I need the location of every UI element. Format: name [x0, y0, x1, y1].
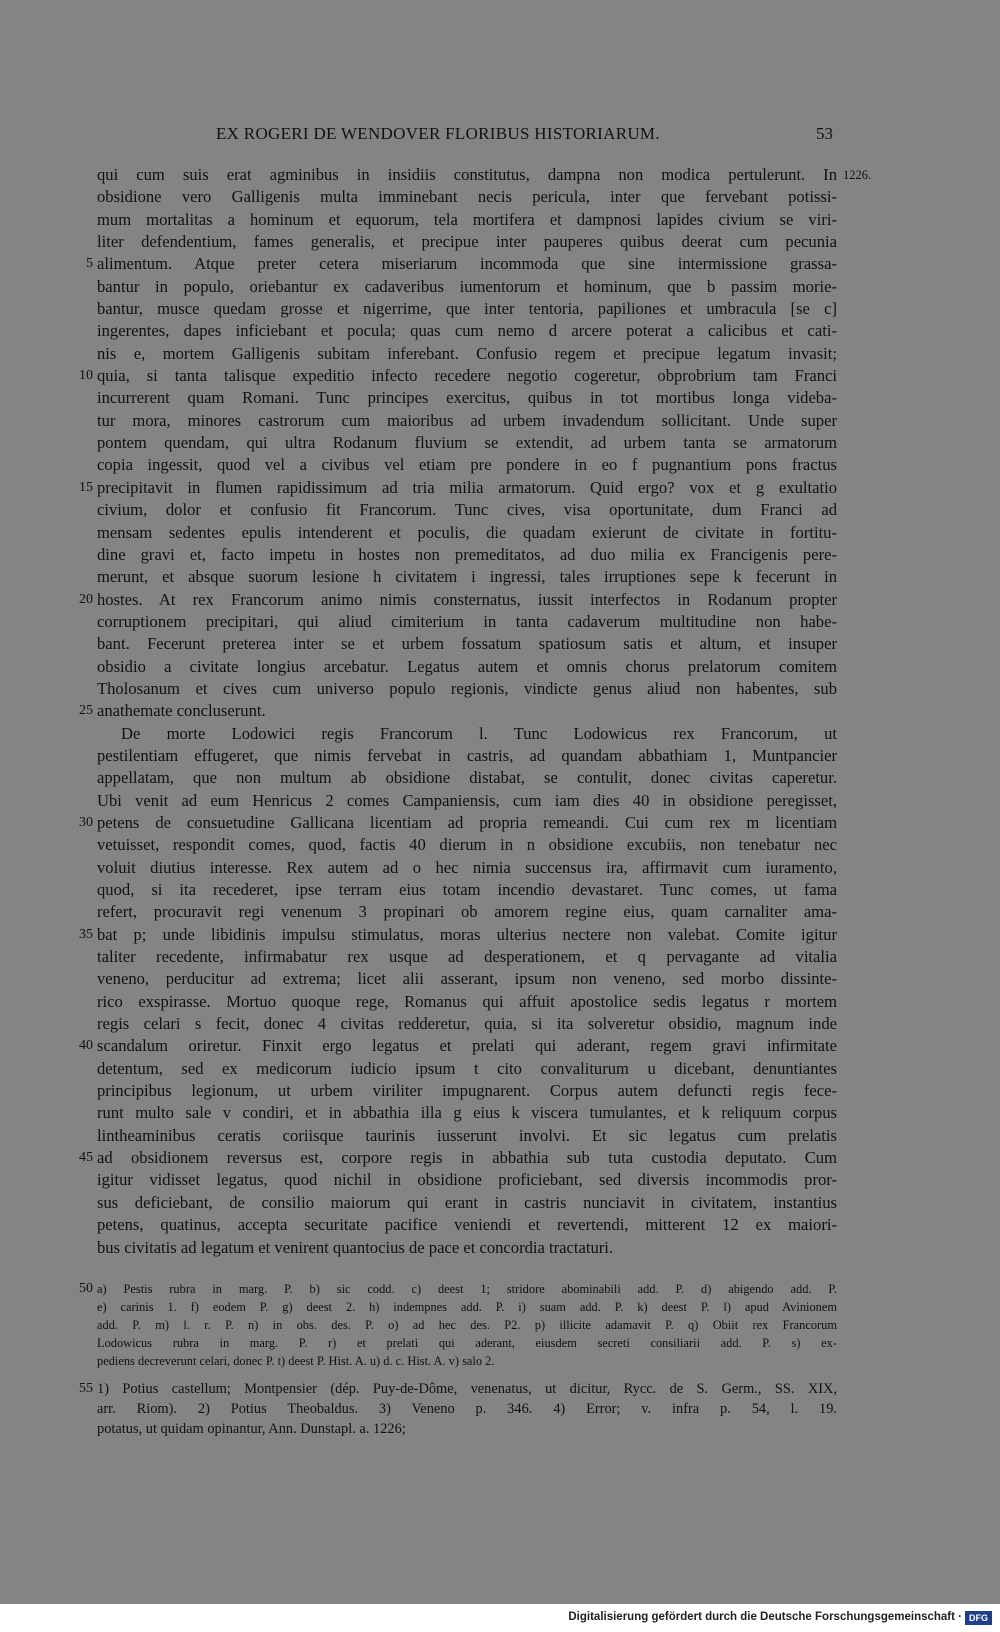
line-text: tur mora, minores castrorum cum maioribus ad urbem invadendum sollicitant. Unde super [97, 410, 837, 430]
line-text: igitur vidisset legatus, quod nichil in obsidione proficiebant, sed diversis incommodis pror- [97, 1170, 837, 1190]
footnotes [79, 1379, 837, 1439]
funding-footer [0, 1604, 1000, 1632]
line-number: 50 [79, 1281, 93, 1296]
text-line [97, 454, 837, 476]
line-text: bat p; unde libidinis impulsu stimulatus, moras ulterius nectere non valebat. Comite igitur [97, 924, 837, 944]
text-line [97, 276, 837, 298]
margin-year: 1226. [843, 168, 872, 182]
note-line [97, 1316, 837, 1334]
text-line [97, 298, 837, 320]
line-text: bus civitatis ad legatum et venirent quantocius de pace et concordia tractaturi. [97, 1237, 614, 1257]
line-text: rico exspirasse. Mortuo quoque rege, Romanus qui affuit apostolice sedis legatus r mortem [97, 991, 837, 1011]
critical-apparatus [79, 1280, 837, 1370]
main-text-block [79, 164, 872, 1259]
line-text: pontem quendam, qui ultra Rodanum fluvium se extendit, ad urbem tanta se armatorum [97, 433, 837, 453]
text-line [97, 723, 837, 745]
line-number: 25 [79, 703, 93, 719]
text-line [97, 522, 837, 544]
text-line [79, 812, 837, 834]
line-number: 55 [79, 1381, 93, 1396]
line-text: vetuisset, respondit comes, quod, factis 40 dierum in n obsidione excubiis, non tenebatur nec [97, 835, 837, 855]
text-line [97, 745, 837, 767]
text-line [97, 857, 837, 879]
text-line [97, 387, 837, 409]
funding-text: Digitalisierung gefördert durch die Deutsche Forschungsgemeinschaft · [568, 1611, 962, 1623]
line-text: e) carinis 1. f) eodem P. g) deest 2. h) indempnes add. P. i) suam add. P. k) deest P. l) apud Avinionem [97, 1300, 837, 1314]
text-line [97, 678, 837, 700]
line-number: 5 [86, 256, 93, 272]
text-line [86, 253, 837, 275]
line-text: quod, si ita recederet, ipse terram eius totam incendio devastaret. Tunc comes, ut fama [97, 880, 837, 899]
line-text: nis e, mortem Galligenis subitam inferebant. Confusio regem et precipue legatum invasit; [97, 343, 837, 363]
text-line [97, 611, 837, 633]
note-line [97, 1399, 837, 1419]
text-line [97, 767, 837, 789]
line-text: appellatam, que non multum ab obsidione distabat, se contulit, donec civitas caperetur. [97, 768, 837, 788]
line-text: ingerentes, dapes inficiebant et pocula; quas cum nemo d arcere poterat a calicibus et cati- [97, 321, 837, 341]
line-text: De morte Lodowici regis Francorum l. Tunc Lodowicus rex Francorum, ut [121, 723, 837, 743]
page-number: 53 [816, 124, 833, 143]
line-text: Ubi venit ad eum Henricus 2 comes Campaniensis, cum iam dies 40 in obsidione peregisset, [97, 790, 837, 810]
text-line [97, 343, 837, 365]
text-line [97, 1058, 837, 1080]
line-text: mensam sedentes epulis intenderent et poculis, die quadam exierunt de civitate in fortitu- [97, 522, 837, 542]
text-line [97, 656, 837, 678]
running-header [0, 124, 1000, 148]
running-title: EX ROGERI DE WENDOVER FLORIBUS HISTORIARUM. [216, 124, 660, 143]
text-line [97, 1125, 837, 1147]
text-line [79, 477, 837, 499]
line-text: runt multo sale v condiri, et in abbathia illa g eius k viscera tumulantes, et k reliquum corpus [97, 1103, 837, 1123]
line-text: taliter recedente, infirmabatur rex usque ad desperationem, et q pervagante ad vitalia [97, 947, 837, 967]
text-line [97, 432, 837, 454]
line-text: a) Pestis rubra in marg. P. b) sic codd. c) deest 1; stridore abominabili add. P. d) abigendo add. P. [97, 1282, 837, 1296]
line-text: bantur in populo, oriebantur ex cadaveribus iumentorum et hominum, que b passim morie- [97, 276, 837, 296]
line-number: 30 [79, 814, 93, 830]
line-text: Lodowicus rubra in marg. P. r) et prelati qui aderant, eiusdem secreti consiliarii add. P. s) ex- [97, 1336, 837, 1350]
text-line [97, 566, 837, 588]
line-text: Tholosanum et cives cum universo populo regionis, vindicte genus aliud non habentes, sub [97, 678, 837, 698]
line-number: 40 [79, 1038, 93, 1054]
line-text: bantur, musce quedam grosse et nigerrime, que inter tentoria, papiliones et umbracula [se c] [97, 299, 837, 319]
text-line [79, 924, 837, 946]
line-text: qui cum suis erat agminibus in insidiis constitutus, dampna non modica pertulerunt. In [97, 165, 837, 184]
text-line [97, 164, 872, 186]
text-line [97, 991, 837, 1013]
text-line [97, 879, 837, 901]
text-line [97, 834, 837, 856]
text-line [79, 589, 837, 611]
text-line [79, 700, 837, 722]
line-text: petens de consuetudine Gallicana licentiam ad propria remeandi. Cui cum rex m licentiam [97, 812, 837, 832]
line-text: petens, quatinus, accepta securitate pacifice veniendi et revertendi, mitterent 12 ex maiori- [97, 1215, 837, 1235]
line-text: civium, dolor et confusio fit Francorum. Tunc cives, visa oportunitate, dum Franci ad [97, 500, 837, 520]
note-line [97, 1352, 837, 1370]
line-text: quia, si tanta talisque expeditio infecto recedere negotio cogeretur, obprobrium tam Franci [97, 366, 837, 386]
text-line [97, 633, 837, 655]
line-text: principibus legionum, ut urbem viriliter impugnarent. Corpus autem defuncti regis fece- [97, 1081, 837, 1101]
note-line [79, 1379, 837, 1399]
text-line [97, 499, 837, 521]
line-text: refert, procuravit regi venenum 3 propinari ob amorem regine eius, quam carnaliter ama- [97, 902, 837, 922]
line-text: potatus, ut quidam opinantur, Ann. Dunstapl. a. 1226; [97, 1421, 406, 1437]
line-text: pediens decreverunt celari, donec P. t) deest P. Hist. A. u) d. c. Hist. A. v) salo 2. [97, 1354, 495, 1368]
text-line [97, 790, 837, 812]
line-text: obsidio a civitate longius arcebatur. Legatus autem et omnis chorus prelatorum comitem [97, 656, 837, 676]
text-line [97, 231, 837, 253]
line-text: voluit diutius interesse. Rex autem ad o hec nimia succensus ira, affirmavit cum iuramento, [97, 857, 837, 877]
line-text: ad obsidionem reversus est, corpore regis in abbathia sub tuta custodia deputato. Cum [97, 1148, 837, 1168]
dfg-logo: DFG [965, 1611, 992, 1625]
line-number: 10 [79, 368, 93, 384]
text-line [79, 365, 837, 387]
line-text: corruptionem precipitari, qui aliud cimiterium in tanta cadaverum multitudine non habe- [97, 611, 837, 631]
line-text: mum mortalitas a hominum et equorum, tela mortifera et dampnosi lapides civium se viri- [97, 209, 837, 229]
line-text: regis celari s fecit, donec 4 civitas redderetur, quia, si ita solveretur obsidio, magnum inde [97, 1014, 837, 1034]
line-text: veneno, perducitur ad extrema; licet alii asserant, ipsum non veneno, sed morbo dissinte- [97, 969, 837, 989]
text-line [97, 544, 837, 566]
line-text: incurrerent quam Romani. Tunc principes exercitus, quibus in tot mortibus longa videba- [97, 388, 837, 408]
text-line [97, 1214, 837, 1236]
text-line [97, 946, 837, 968]
line-text: scandalum oriretur. Finxit ergo legatus et prelati qui aderant, regem gravi infirmitate [97, 1036, 837, 1056]
line-text: hostes. At rex Francorum animo nimis consternatus, iussit interfectos in Rodanum propter [97, 589, 837, 609]
line-text: bant. Fecerunt preterea inter se et urbem fossatum spatiosum satis et altum, et insuper [97, 634, 837, 654]
note-line [97, 1419, 837, 1439]
text-line [97, 1102, 837, 1124]
line-text: anathemate concluserunt. [97, 701, 266, 721]
text-line [97, 320, 837, 342]
text-line [79, 1035, 837, 1057]
text-line [97, 1013, 837, 1035]
line-text: copia ingessit, quod vel a civibus vel etiam pre pondere in eo f pugnantium pons fractus [97, 455, 837, 475]
text-line [97, 1169, 837, 1191]
note-line [79, 1280, 837, 1298]
line-text: dine gravi et, facto impetu in hostes non premeditatos, ad duo milia ex Francigenis pere- [97, 544, 837, 564]
text-line [97, 1237, 837, 1259]
note-line [97, 1298, 837, 1316]
line-number: 35 [79, 926, 93, 942]
text-line [97, 186, 837, 208]
line-text: sus deficiebant, de consilio maiorum qui erant in castris nunciavit in civitatem, instantius [97, 1192, 837, 1212]
line-text: arr. Riom). 2) Potius Theobaldus. 3) Veneno p. 346. 4) Error; v. infra p. 54, l. 19. [97, 1401, 837, 1417]
line-number: 45 [79, 1150, 93, 1166]
line-text: liter defendentium, fames generalis, et precipue inter pauperes quibus deerat cum pecunia [97, 232, 837, 252]
text-line [97, 209, 837, 231]
text-line [97, 901, 837, 923]
text-line [97, 1192, 837, 1214]
line-text: obsidione vero Galligenis multa imminebant necis pericula, inter que fervebant potissi- [97, 187, 837, 207]
line-text: merunt, et absque suorum lesione h civitatem i ingressi, tales irruptiones sepe k fecerunt in [97, 567, 837, 587]
line-text: 1) Potius castellum; Montpensier (dép. Puy-de-Dôme, venenatus, ut dicitur, Rycc. de S. Germ., SS. XIX, [97, 1381, 837, 1397]
note-line [97, 1334, 837, 1352]
text-line [79, 1147, 837, 1169]
line-text: precipitavit in flumen rapidissimum ad tria milia armatorum. Quid ergo? vox et g exultatio [97, 477, 837, 497]
text-line [97, 968, 837, 990]
line-number: 20 [79, 591, 93, 607]
line-text: detentum, sed ex medicorum iudicio ipsum t cito convaliturum u dicebant, denuntiantes [97, 1058, 837, 1078]
line-text: alimentum. Atque preter cetera miseriarum incommoda que sine intermissione grassa- [97, 254, 837, 274]
text-line [97, 410, 837, 432]
line-text: pestilentiam effugeret, que nimis fervebat in castris, ad quandam abbathiam 1, Muntpancier [97, 745, 837, 765]
line-text: lintheaminibus ceratis coriisque taurinis iusserunt involvi. Et sic legatus cum prelatis [97, 1125, 837, 1145]
line-number: 15 [79, 479, 93, 495]
text-line [97, 1080, 837, 1102]
line-text: add. P. m) l. r. P. n) in obs. des. P. o) ad hec des. P2. p) illicite adamavit P. q) Obiit rex Francorum [97, 1318, 837, 1332]
